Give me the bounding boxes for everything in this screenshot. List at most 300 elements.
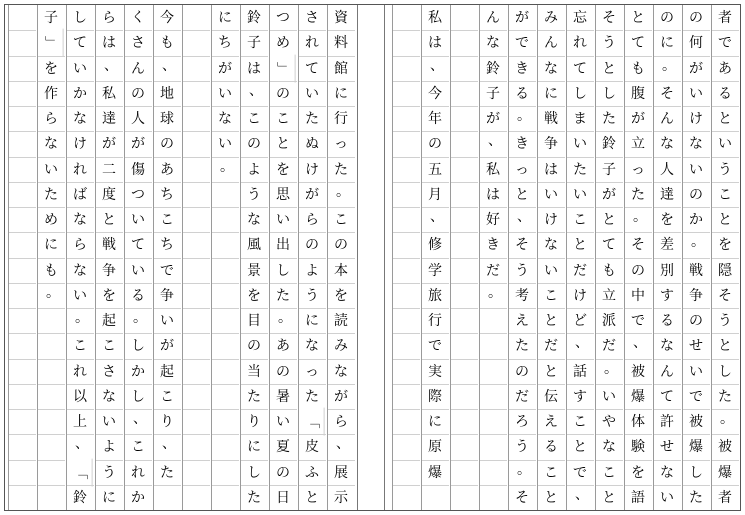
grid-cell: 、 — [95, 56, 123, 81]
grid-cell — [392, 106, 420, 131]
grid-cell: 爆 — [624, 384, 652, 409]
grid-cell: と — [269, 131, 297, 156]
grid-cell: 爆 — [711, 460, 739, 485]
grid-cell: 暑 — [269, 384, 297, 409]
grid-cell: 別 — [653, 258, 681, 283]
manuscript-column — [450, 5, 478, 510]
grid-cell: っ — [508, 157, 536, 182]
grid-cell: た — [37, 182, 65, 207]
grid-cell: い — [537, 258, 565, 283]
grid-cell: 。 — [624, 207, 652, 232]
grid-cell: で — [566, 460, 594, 485]
grid-cell: こ — [537, 283, 565, 308]
grid-cell — [392, 56, 420, 81]
grid-cell: れ — [566, 30, 594, 55]
grid-cell — [37, 460, 65, 485]
grid-cell — [211, 182, 239, 207]
grid-cell: み — [544, 9, 558, 26]
grid-cell: き — [479, 232, 507, 257]
grid-cell: ば — [66, 182, 94, 207]
grid-cell: 、 — [566, 485, 594, 510]
grid-cell: 被 — [682, 409, 710, 434]
grid-cell: 派 — [595, 308, 623, 333]
grid-cell: こ — [566, 207, 594, 232]
grid-cell: い — [124, 258, 152, 283]
grid-cell: の — [682, 182, 710, 207]
grid-cell: し — [595, 81, 623, 106]
grid-cell: も — [37, 258, 65, 283]
grid-cell: あ — [711, 56, 739, 81]
grid-cell: い — [269, 207, 297, 232]
grid-cell: よ — [298, 258, 326, 283]
grid-cell: 子 — [479, 81, 507, 106]
grid-cell: 子 — [240, 30, 268, 55]
grid-cell — [211, 485, 239, 510]
grid-cell: こ — [269, 106, 297, 131]
grid-cell: に — [218, 9, 232, 26]
grid-cell: が — [153, 333, 181, 358]
grid-cell: 上 — [66, 409, 94, 434]
grid-cell: 、 — [124, 409, 152, 434]
grid-cell: だ — [595, 333, 623, 358]
grid-cell: の — [269, 81, 297, 106]
manuscript-column — [537, 5, 565, 510]
grid-cell: に — [327, 81, 355, 106]
grid-cell: こ — [153, 384, 181, 409]
grid-cell: が — [479, 106, 507, 131]
manuscript-column — [392, 5, 420, 510]
grid-cell: た — [240, 384, 268, 409]
grid-cell: と — [711, 207, 739, 232]
manuscript-column — [269, 5, 297, 510]
column-rule — [211, 5, 212, 510]
grid-cell: ま — [566, 106, 594, 131]
grid-cell: よ — [95, 434, 123, 459]
grid-cell: ら — [102, 9, 116, 26]
grid-cell: 。 — [682, 232, 710, 257]
grid-cell: の — [624, 258, 652, 283]
grid-cell — [392, 258, 420, 283]
grid-cell — [8, 81, 36, 106]
grid-cell: な — [682, 131, 710, 156]
grid-cell — [392, 485, 420, 510]
grid-cell: が — [327, 384, 355, 409]
grid-cell: の — [682, 308, 710, 333]
grid-cell: 、 — [566, 333, 594, 358]
grid-cell: 。 — [653, 56, 681, 81]
manuscript-column — [508, 5, 536, 510]
grid-cell: ら — [298, 207, 326, 232]
grid-cell: そ — [653, 81, 681, 106]
grid-cell: は — [479, 182, 507, 207]
grid-cell: て — [566, 56, 594, 81]
grid-cell: 。 — [479, 283, 507, 308]
grid-cell: し — [73, 9, 87, 26]
grid-cell: 、 — [66, 434, 94, 459]
grid-cell — [450, 5, 478, 30]
grid-cell: 年 — [421, 106, 449, 131]
grid-cell: て — [124, 232, 152, 257]
grid-cell: れ — [66, 359, 94, 384]
grid-cell — [8, 5, 36, 30]
grid-cell — [392, 434, 420, 459]
grid-cell: に — [298, 308, 326, 333]
grid-cell — [8, 131, 36, 156]
grid-cell — [211, 409, 239, 434]
column-rule — [479, 5, 480, 510]
grid-cell: 。 — [508, 106, 536, 131]
column-rule — [450, 5, 451, 510]
grid-cell: め — [37, 207, 65, 232]
manuscript-column — [566, 5, 594, 510]
grid-cell: い — [682, 359, 710, 384]
grid-cell — [8, 182, 36, 207]
grid-cell: 」 — [270, 54, 295, 82]
column-rule — [566, 5, 567, 510]
grid-cell — [8, 333, 36, 358]
grid-cell: な — [653, 333, 681, 358]
grid-cell: え — [537, 409, 565, 434]
grid-cell: 皮 — [298, 434, 326, 459]
grid-cell: で — [508, 30, 536, 55]
grid-cell: 体 — [624, 409, 652, 434]
grid-cell: の — [421, 131, 449, 156]
grid-cell: だ — [479, 258, 507, 283]
manuscript-column — [711, 5, 739, 510]
grid-cell: っ — [298, 359, 326, 384]
manuscript-column — [211, 5, 239, 510]
grid-cell: な — [95, 384, 123, 409]
grid-cell — [392, 359, 420, 384]
grid-cell: ぬ — [298, 131, 326, 156]
grid-cell: だ — [508, 384, 536, 409]
grid-cell — [211, 333, 239, 358]
grid-cell: 。 — [124, 308, 152, 333]
grid-cell: い — [124, 207, 152, 232]
grid-cell: が — [124, 131, 152, 156]
grid-cell — [182, 434, 210, 459]
grid-cell: で — [624, 308, 652, 333]
grid-cell — [392, 81, 420, 106]
grid-cell: を — [269, 157, 297, 182]
grid-cell: の — [240, 131, 268, 156]
grid-cell: か — [682, 207, 710, 232]
grid-cell: 被 — [624, 359, 652, 384]
grid-cell — [37, 485, 65, 510]
grid-cell: 者 — [711, 485, 739, 510]
grid-cell: し — [711, 359, 739, 384]
grid-cell: は — [421, 30, 449, 55]
grid-cell — [182, 106, 210, 131]
grid-cell: 作 — [37, 81, 65, 106]
grid-cell: あ — [269, 333, 297, 358]
grid-cell: こ — [566, 409, 594, 434]
grid-cell — [37, 434, 65, 459]
grid-cell: 争 — [682, 283, 710, 308]
manuscript-column — [8, 5, 36, 510]
grid-cell: か — [66, 81, 94, 106]
grid-cell — [392, 409, 420, 434]
grid-cell: せ — [653, 434, 681, 459]
grid-cell: な — [211, 106, 239, 131]
grid-cell: う — [240, 182, 268, 207]
grid-cell: さ — [305, 9, 319, 26]
grid-cell: 当 — [240, 359, 268, 384]
grid-cell: し — [240, 460, 268, 485]
grid-cell: い — [682, 81, 710, 106]
grid-cell: を — [653, 207, 681, 232]
grid-cell — [479, 384, 507, 409]
grid-cell: な — [479, 30, 507, 55]
grid-cell: い — [66, 283, 94, 308]
column-rule — [95, 5, 96, 510]
grid-cell — [392, 232, 420, 257]
grid-cell: 原 — [421, 434, 449, 459]
grid-cell — [450, 232, 478, 257]
grid-cell: 起 — [95, 308, 123, 333]
grid-cell: い — [298, 81, 326, 106]
grid-cell: つ — [124, 182, 152, 207]
grid-cell: 際 — [421, 384, 449, 409]
grid-cell: 達 — [653, 182, 681, 207]
grid-cell: き — [508, 56, 536, 81]
grid-cell — [153, 485, 181, 510]
grid-cell: の — [269, 460, 297, 485]
grid-cell: が — [595, 182, 623, 207]
grid-cell: く — [131, 9, 145, 26]
grid-cell — [8, 258, 36, 283]
manuscript-column — [95, 5, 123, 510]
grid-cell: 人 — [124, 106, 152, 131]
grid-cell: れ — [66, 157, 94, 182]
grid-cell: あ — [153, 157, 181, 182]
grid-cell: 。 — [508, 460, 536, 485]
grid-cell: い — [682, 157, 710, 182]
grid-cell: う — [508, 258, 536, 283]
grid-cell: 日 — [269, 485, 297, 510]
grid-cell: 爆 — [682, 434, 710, 459]
manuscript-column — [327, 5, 355, 510]
grid-cell: 戦 — [95, 232, 123, 257]
grid-cell: 、 — [153, 434, 181, 459]
grid-cell: せ — [682, 333, 710, 358]
grid-cell: 傷 — [124, 157, 152, 182]
grid-cell: 考 — [508, 283, 536, 308]
grid-cell — [37, 359, 65, 384]
grid-cell — [450, 258, 478, 283]
grid-cell: 立 — [595, 283, 623, 308]
grid-cell — [37, 409, 65, 434]
column-rule — [327, 5, 328, 510]
grid-cell: 子 — [595, 157, 623, 182]
grid-cell — [392, 131, 420, 156]
grid-cell — [392, 308, 420, 333]
grid-cell — [182, 232, 210, 257]
grid-cell: え — [508, 308, 536, 333]
grid-cell: で — [153, 258, 181, 283]
grid-cell: と — [711, 106, 739, 131]
grid-cell: し — [269, 258, 297, 283]
grid-cell — [450, 81, 478, 106]
column-rule — [537, 5, 538, 510]
grid-cell — [8, 485, 36, 510]
grid-cell — [392, 5, 420, 30]
grid-cell — [479, 434, 507, 459]
grid-cell: い — [211, 131, 239, 156]
grid-cell: 。 — [327, 182, 355, 207]
grid-cell: さ — [95, 359, 123, 384]
grid-cell: と — [537, 359, 565, 384]
grid-cell: で — [711, 30, 739, 55]
grid-cell: は — [537, 157, 565, 182]
column-rule — [392, 5, 393, 510]
grid-cell: 料 — [327, 30, 355, 55]
column-rule — [595, 5, 596, 510]
grid-cell: ん — [653, 359, 681, 384]
grid-cell: 「 — [299, 408, 324, 436]
grid-cell: て — [653, 384, 681, 409]
grid-cell: 争 — [95, 258, 123, 283]
grid-cell: け — [66, 131, 94, 156]
grid-cell: 私 — [428, 9, 442, 26]
grid-cell: る — [537, 434, 565, 459]
grid-cell: と — [595, 207, 623, 232]
grid-cell: い — [653, 485, 681, 510]
grid-cell: り — [240, 409, 268, 434]
grid-cell: 景 — [240, 258, 268, 283]
grid-cell: る — [711, 81, 739, 106]
grid-cell — [450, 434, 478, 459]
grid-cell — [392, 384, 420, 409]
grid-cell: た — [711, 384, 739, 409]
grid-cell: の — [508, 359, 536, 384]
grid-cell — [8, 106, 36, 131]
grid-cell: な — [66, 106, 94, 131]
grid-cell: と — [537, 308, 565, 333]
grid-cell: が — [515, 9, 529, 26]
grid-cell — [182, 182, 210, 207]
manuscript-column — [682, 5, 710, 510]
grid-cell: の — [327, 232, 355, 257]
grid-cell: な — [537, 56, 565, 81]
grid-cell: 忘 — [573, 9, 587, 26]
grid-cell: 鈴 — [66, 485, 94, 510]
grid-cell: に — [240, 434, 268, 459]
grid-cell: 以 — [66, 384, 94, 409]
grid-cell — [8, 283, 36, 308]
grid-cell: い — [537, 182, 565, 207]
grid-cell — [211, 283, 239, 308]
column-rule — [66, 5, 67, 510]
center-gutter — [357, 5, 385, 510]
grid-cell — [8, 409, 36, 434]
grid-cell: 本 — [327, 258, 355, 283]
grid-cell: い — [95, 409, 123, 434]
grid-cell — [37, 333, 65, 358]
grid-cell: 。 — [211, 157, 239, 182]
grid-cell: う — [508, 434, 536, 459]
grid-cell: て — [624, 30, 652, 55]
grid-cell: ち — [153, 232, 181, 257]
grid-cell: 許 — [653, 409, 681, 434]
column-rule — [240, 5, 241, 510]
grid-cell: 「 — [67, 458, 92, 486]
manuscript-column — [66, 5, 94, 510]
grid-cell: し — [682, 460, 710, 485]
grid-cell: と — [537, 485, 565, 510]
grid-cell: こ — [153, 207, 181, 232]
grid-cell — [450, 157, 478, 182]
grid-cell: 夏 — [269, 434, 297, 459]
grid-cell: を — [240, 283, 268, 308]
grid-cell: け — [566, 283, 594, 308]
grid-cell — [182, 460, 210, 485]
grid-cell — [450, 333, 478, 358]
manuscript-column — [124, 5, 152, 510]
grid-cell — [392, 30, 420, 55]
grid-cell: た — [153, 460, 181, 485]
grid-cell — [392, 333, 420, 358]
grid-cell — [8, 30, 36, 55]
grid-cell: 。 — [37, 283, 65, 308]
grid-cell: 験 — [624, 434, 652, 459]
grid-cell: を — [711, 232, 739, 257]
grid-cell: し — [124, 384, 152, 409]
column-rule — [508, 5, 509, 510]
grid-cell: 、 — [624, 333, 652, 358]
grid-cell: 、 — [153, 56, 181, 81]
grid-cell: 地 — [153, 81, 181, 106]
grid-cell — [211, 384, 239, 409]
grid-cell: 、 — [421, 56, 449, 81]
grid-cell: だ — [566, 258, 594, 283]
grid-cell: 、 — [327, 434, 355, 459]
grid-cell — [392, 460, 420, 485]
grid-cell: が — [298, 182, 326, 207]
grid-cell — [421, 485, 449, 510]
grid-cell: が — [95, 131, 123, 156]
grid-cell: 、 — [240, 81, 268, 106]
grid-cell — [182, 207, 210, 232]
manuscript-sheet — [4, 4, 741, 511]
column-rule — [624, 5, 625, 510]
grid-cell: め — [269, 30, 297, 55]
grid-cell: こ — [124, 434, 152, 459]
grid-cell: 争 — [537, 131, 565, 156]
grid-cell: 行 — [327, 106, 355, 131]
grid-cell: な — [37, 131, 65, 156]
grid-cell — [450, 409, 478, 434]
grid-cell: た — [566, 157, 594, 182]
grid-cell: っ — [624, 157, 652, 182]
grid-cell — [479, 308, 507, 333]
grid-cell: 争 — [153, 283, 181, 308]
grid-cell: 起 — [153, 359, 181, 384]
grid-cell — [8, 56, 36, 81]
grid-cell — [211, 460, 239, 485]
grid-cell — [450, 30, 478, 55]
grid-cell: 戦 — [537, 106, 565, 131]
grid-cell: 伝 — [537, 384, 565, 409]
grid-cell — [211, 232, 239, 257]
manuscript-column — [479, 5, 507, 510]
grid-cell: の — [124, 81, 152, 106]
grid-cell: を — [95, 283, 123, 308]
grid-cell — [450, 283, 478, 308]
grid-cell: き — [508, 131, 536, 156]
grid-cell: ら — [327, 409, 355, 434]
grid-cell: し — [124, 333, 152, 358]
